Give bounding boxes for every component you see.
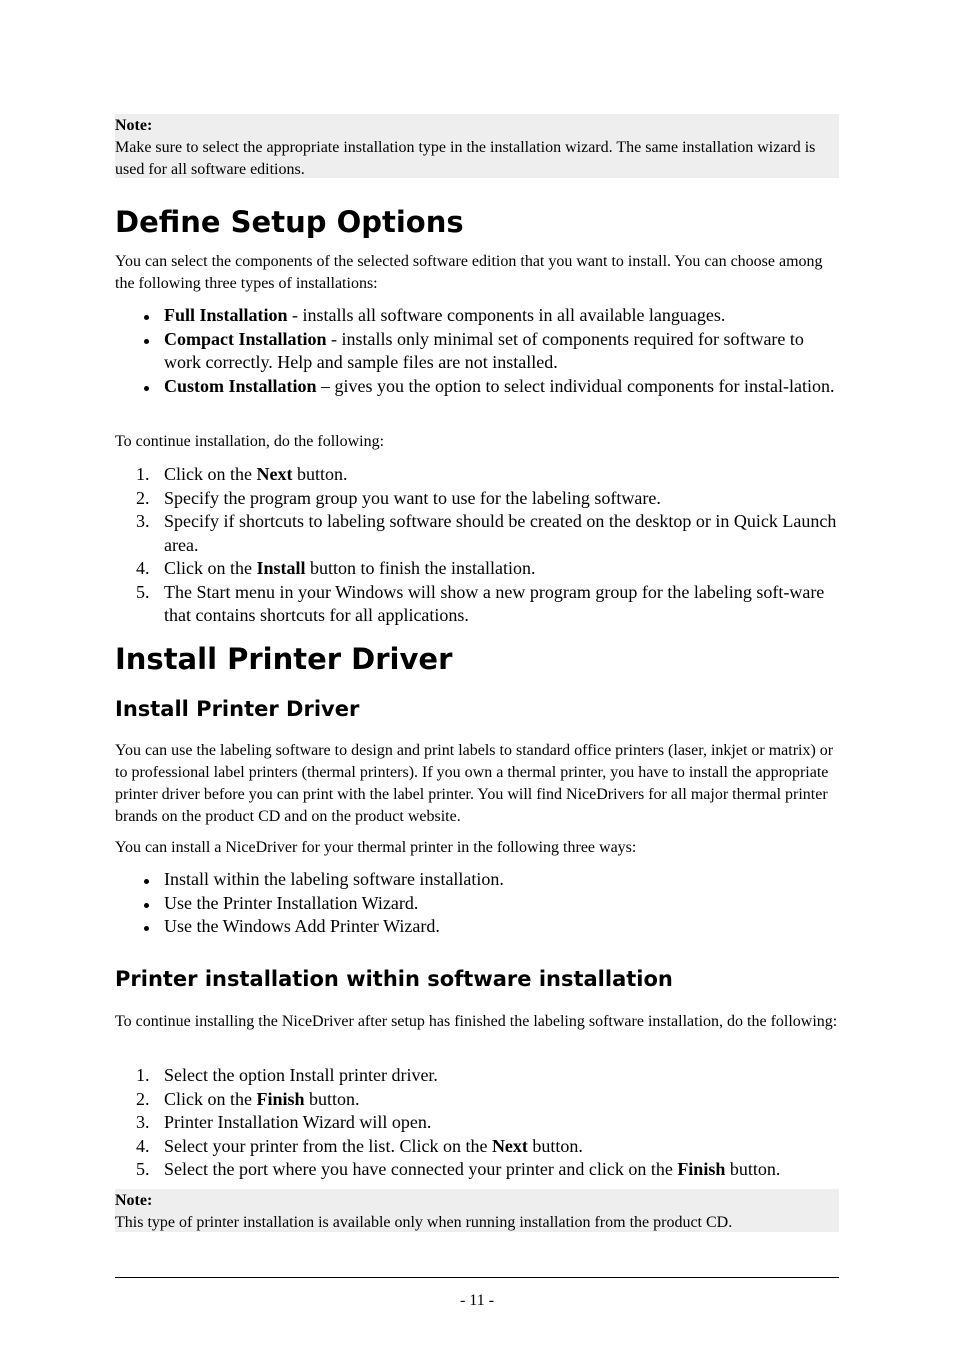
note-text: This type of printer installation is available only when running installation from the product CD. <box>115 1214 733 1231</box>
list-item: 1. Click on the Next button. <box>136 464 348 484</box>
install-types-list <box>115 304 839 398</box>
list-item: Compact Installation - installs only minimal set of components required for software to work correctly. Help and sample files are not installed. <box>115 328 839 375</box>
list-item: 5. Select the port where you have connected your printer and click on the Finish button. <box>136 1159 781 1179</box>
list-item: 3. Printer Installation Wizard will open. <box>136 1112 432 1132</box>
list-item: 5. The Start menu in your Windows will show a new program group for the labeling soft-ware that contains shortcuts for all applications. <box>136 581 825 625</box>
note-title: Note: <box>115 117 153 134</box>
list-item: 1. Select the option Install printer driver. <box>136 1065 438 1085</box>
subsection-heading-within: Printer installation within software installation <box>115 967 673 991</box>
install-ways-list <box>115 868 839 939</box>
note-box <box>115 1189 839 1232</box>
driver-ways-intro: You can install a NiceDriver for your thermal printer in the following three ways: <box>115 839 637 856</box>
list-item: 4. Click on the Install button to finish the installation. <box>136 558 536 578</box>
footer-divider <box>115 1277 839 1278</box>
list-item: 3. Specify if shortcuts to labeling software should be created on the desktop or in Quick Launch area. <box>136 511 837 555</box>
driver-paragraph: You can use the labeling software to design and print labels to standard office printers (laser, inkjet or matrix) or to professional label printers (thermal printers). If you own a thermal printer, you have to install the appropriate printer driver before you can print with the label printer. You will find NiceDrivers for all major thermal printer brands on the product CD and on the product website. <box>115 742 834 825</box>
list-item: Install within the labeling software installation. <box>115 868 839 892</box>
note-box <box>115 114 839 178</box>
within-intro: To continue installing the NiceDriver after setup has finished the labeling software installation, do the following: <box>115 1013 838 1030</box>
list-item: Full Installation - installs all software components in all available languages. <box>115 304 839 328</box>
list-item: Use the Windows Add Printer Wizard. <box>115 915 839 939</box>
setup-steps-list <box>115 463 839 628</box>
section-heading-setup: Define Setup Options <box>115 205 464 239</box>
list-item: Custom Installation – gives you the option to select individual components for instal-lation. <box>115 375 839 399</box>
note-title: Note: <box>115 1192 153 1209</box>
list-item: 2. Specify the program group you want to use for the labeling software. <box>136 487 661 508</box>
note-text: Make sure to select the appropriate installation type in the installation wizard. The same installation wizard is used for all software editions. <box>115 139 816 178</box>
list-item: 2. Click on the Finish button. <box>136 1088 360 1109</box>
setup-continue-text: To continue installation, do the following: <box>115 433 385 450</box>
subsection-heading-driver: Install Printer Driver <box>115 697 360 721</box>
setup-intro: You can select the components of the selected software edition that you want to install. You can choose among the following three types of installations: <box>115 253 823 292</box>
list-item: 4. Select your printer from the list. Click on the Next button. <box>136 1135 583 1156</box>
within-steps-list <box>115 1064 839 1182</box>
page-number: - 11 - <box>459 1292 495 1309</box>
list-item: Use the Printer Installation Wizard. <box>115 892 839 916</box>
section-heading-driver: Install Printer Driver <box>115 642 453 676</box>
